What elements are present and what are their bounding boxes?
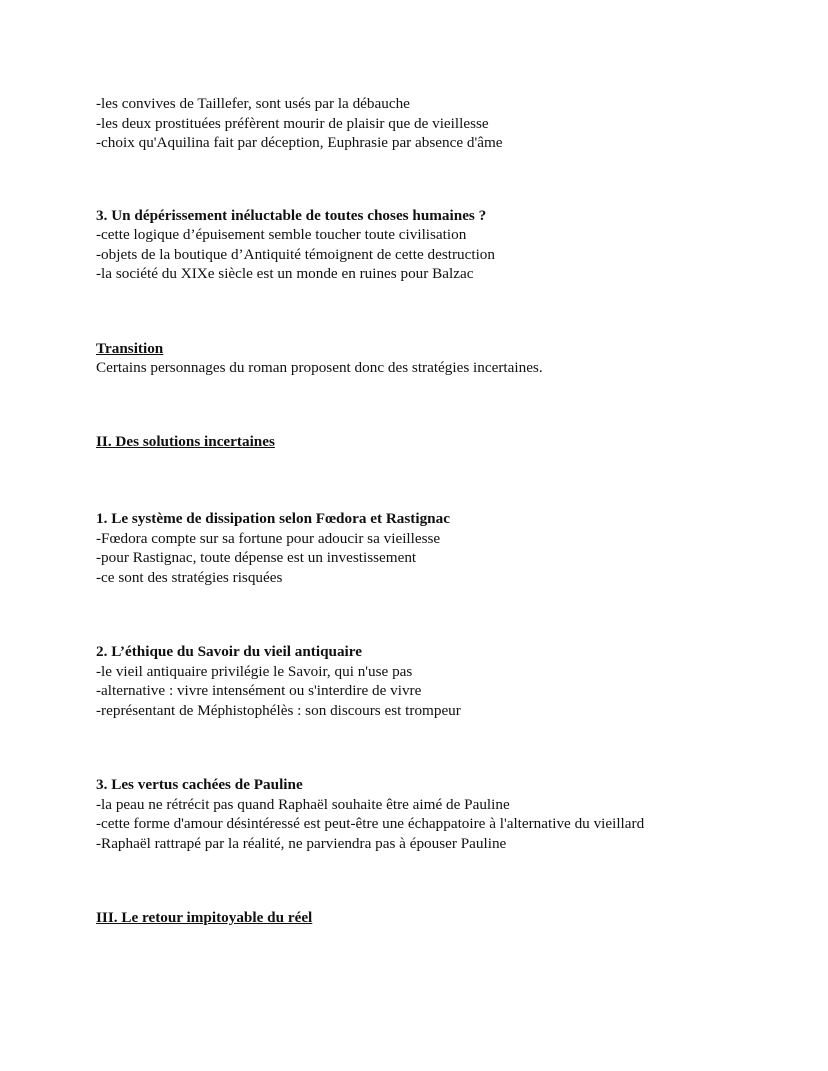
subsection-1-dissipation <box>96 509 796 587</box>
transition-text: Certains personnages du roman proposent donc des stratégies incertaines. <box>96 359 543 376</box>
bullet-line: -cette logique d’épuisement semble toucher toute civilisation <box>96 226 467 243</box>
section-heading: 2. L’éthique du Savoir du vieil antiquaire <box>96 643 362 660</box>
part-2-heading-block <box>96 432 796 452</box>
bullet-line: -Raphaël rattrapé par la réalité, ne parviendra pas à épouser Pauline <box>96 834 507 852</box>
part-heading: II. Des solutions incertaines <box>96 432 275 450</box>
bullet-line: -le vieil antiquaire privilégie le Savoir, qui n'use pas <box>96 662 413 680</box>
bullet-line: -la peau ne rétrécit pas quand Raphaël souhaite être aimé de Pauline <box>96 795 510 813</box>
bullet-line: -les deux prostituées préfèrent mourir de plaisir que de vieillesse <box>96 114 489 132</box>
section-3-deperissement <box>96 206 796 284</box>
bullet-line: -ce sont des stratégies risquées <box>96 568 283 586</box>
bullet-line: -alternative : vivre intensément ou s'interdire de vivre <box>96 682 422 699</box>
transition-heading: Transition <box>96 339 164 357</box>
subsection-2-savoir <box>96 642 796 720</box>
bullet-line: -cette forme d'amour désintéressé est peut-être une échappatoire à l'alternative du vieillard <box>96 815 645 832</box>
section-heading: 3. Un dépérissement inéluctable de toutes choses humaines ? <box>96 206 487 224</box>
subsection-3-pauline <box>96 775 796 853</box>
part-heading: III. Le retour impitoyable du réel <box>96 909 313 926</box>
bullet-line: -la société du XIXe siècle est un monde en ruines pour Balzac <box>96 265 474 282</box>
document-page <box>96 94 796 928</box>
section-heading: 1. Le système de dissipation selon Fœdora et Rastignac <box>96 510 450 527</box>
bullet-line: -représentant de Méphistophélès : son discours est trompeur <box>96 701 461 719</box>
block-consequences <box>96 94 796 153</box>
part-3-heading-block <box>96 908 796 928</box>
bullet-line: -pour Rastignac, toute dépense est un investissement <box>96 549 417 566</box>
bullet-line: -objets de la boutique d’Antiquité témoignent de cette destruction <box>96 245 495 263</box>
bullet-line: -Fœdora compte sur sa fortune pour adoucir sa vieillesse <box>96 529 441 547</box>
transition-block <box>96 339 796 378</box>
section-heading: 3. Les vertus cachées de Pauline <box>96 776 303 793</box>
bullet-line: -les convives de Taillefer, sont usés par la débauche <box>96 95 410 112</box>
bullet-line: -choix qu'Aquilina fait par déception, Euphrasie par absence d'âme <box>96 134 503 151</box>
